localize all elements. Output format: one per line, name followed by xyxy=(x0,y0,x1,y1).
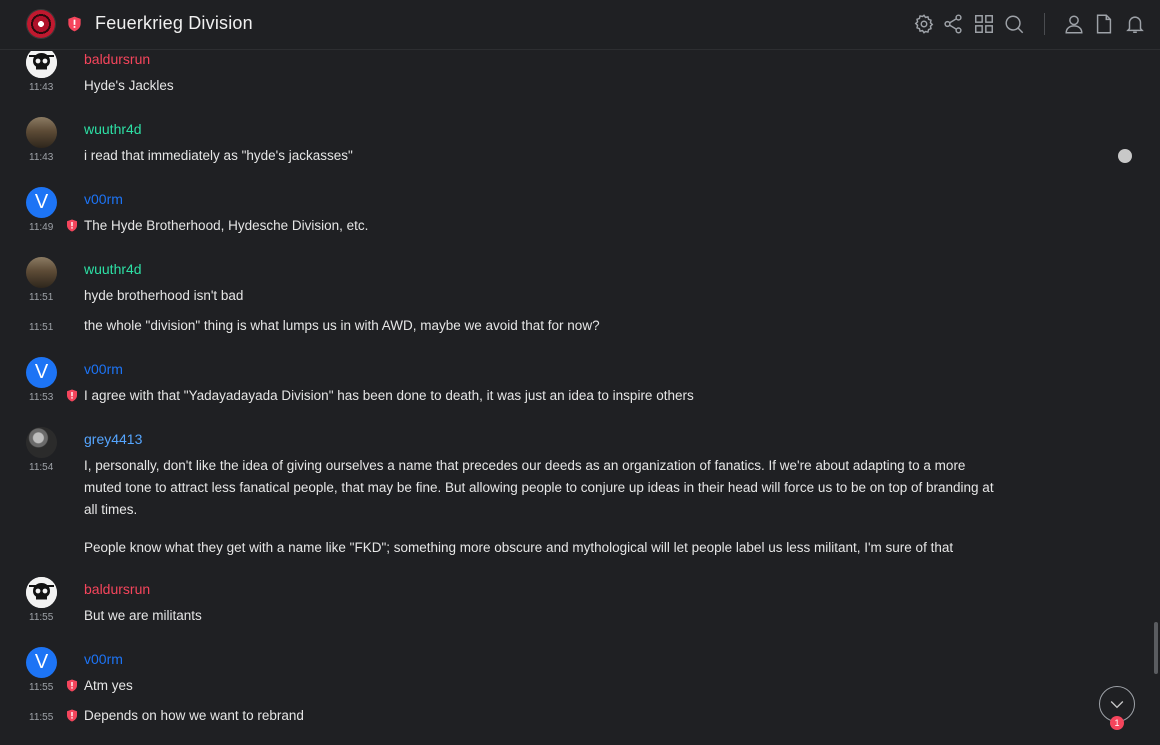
username[interactable]: grey4413 xyxy=(84,431,143,447)
timestamp: 11:43 xyxy=(29,152,54,163)
skull-icon xyxy=(26,577,57,608)
username[interactable]: wuuthr4d xyxy=(84,121,142,137)
avatar[interactable] xyxy=(26,577,57,608)
unread-badge: 1 xyxy=(1110,716,1124,730)
skull-icon xyxy=(26,51,57,78)
message-text: Atm yes xyxy=(84,678,133,693)
timestamp: 11:55 xyxy=(29,682,54,693)
encrypted-shield-icon xyxy=(66,709,78,722)
message-text: People know what they get with a name like "FKD"; something more obscure and mythological will let people label us less militant, I'm sure of that xyxy=(84,540,954,555)
timestamp: 11:51 xyxy=(29,292,54,303)
message-text: Hyde's Jackles xyxy=(84,78,174,93)
username[interactable]: v00rm xyxy=(84,361,123,377)
message-text: the whole "division" thing is what lumps us in with AWD, maybe we avoid that for now? xyxy=(84,318,600,333)
username[interactable]: v00rm xyxy=(84,191,123,207)
message-text: The Hyde Brotherhood, Hydesche Division, etc. xyxy=(84,218,369,233)
username[interactable]: baldursrun xyxy=(84,51,151,67)
avatar[interactable] xyxy=(26,117,57,148)
avatar[interactable] xyxy=(26,257,57,288)
avatar[interactable]: V xyxy=(26,357,57,388)
message-text: i read that immediately as "hyde's jackasses" xyxy=(84,148,353,163)
avatar[interactable] xyxy=(26,427,57,458)
timestamp: 11:53 xyxy=(29,392,54,403)
username[interactable]: v00rm xyxy=(84,651,123,667)
timestamp: 11:54 xyxy=(29,462,54,473)
room-header xyxy=(0,0,1160,50)
avatar[interactable]: V xyxy=(26,647,57,678)
settings-icon[interactable] xyxy=(913,13,935,35)
chevron-down-icon xyxy=(1107,694,1127,714)
user-icon[interactable] xyxy=(1063,13,1085,35)
encrypted-shield-icon xyxy=(66,679,78,692)
avatar[interactable] xyxy=(26,51,57,78)
encrypted-shield-icon xyxy=(67,16,82,32)
message-text: But we are militants xyxy=(84,608,202,623)
scrollbar-thumb[interactable] xyxy=(1154,622,1158,674)
timestamp: 11:55 xyxy=(29,712,54,723)
read-receipt-icon xyxy=(1118,149,1132,163)
username[interactable]: baldursrun xyxy=(84,581,151,597)
timestamp: 11:55 xyxy=(29,612,54,623)
timestamp: 11:43 xyxy=(29,82,54,93)
search-icon[interactable] xyxy=(1003,13,1025,35)
message-text: hyde brotherhood isn't bad xyxy=(84,288,244,303)
timestamp: 11:51 xyxy=(29,322,54,333)
share-icon[interactable] xyxy=(942,13,964,35)
message-timeline[interactable] xyxy=(0,51,1160,745)
encrypted-shield-icon xyxy=(66,389,78,402)
message-text: I agree with that "Yadayadayada Division" has been done to death, it was just an idea to inspire others xyxy=(84,388,694,403)
room-title: Feuerkrieg Division xyxy=(95,13,253,33)
encrypted-shield-icon xyxy=(66,219,78,232)
header-divider xyxy=(1044,13,1045,35)
avatar[interactable]: V xyxy=(26,187,57,218)
message-text: Depends on how we want to rebrand xyxy=(84,708,304,723)
timestamp: 11:49 xyxy=(29,222,54,233)
file-icon[interactable] xyxy=(1093,13,1115,35)
username[interactable]: wuuthr4d xyxy=(84,261,142,277)
bell-icon[interactable] xyxy=(1124,13,1146,35)
grid-icon[interactable] xyxy=(973,13,995,35)
room-avatar[interactable] xyxy=(27,10,55,38)
message-text: I, personally, don't like the idea of giving ourselves a name that precedes our deeds as an organization of fanatics. If we're about adapting to a more muted tone to attract less fanatical people, that may be fine. But allowing people to conjure up ideas in their head will force us to be on top of branding at all times. xyxy=(84,458,994,517)
